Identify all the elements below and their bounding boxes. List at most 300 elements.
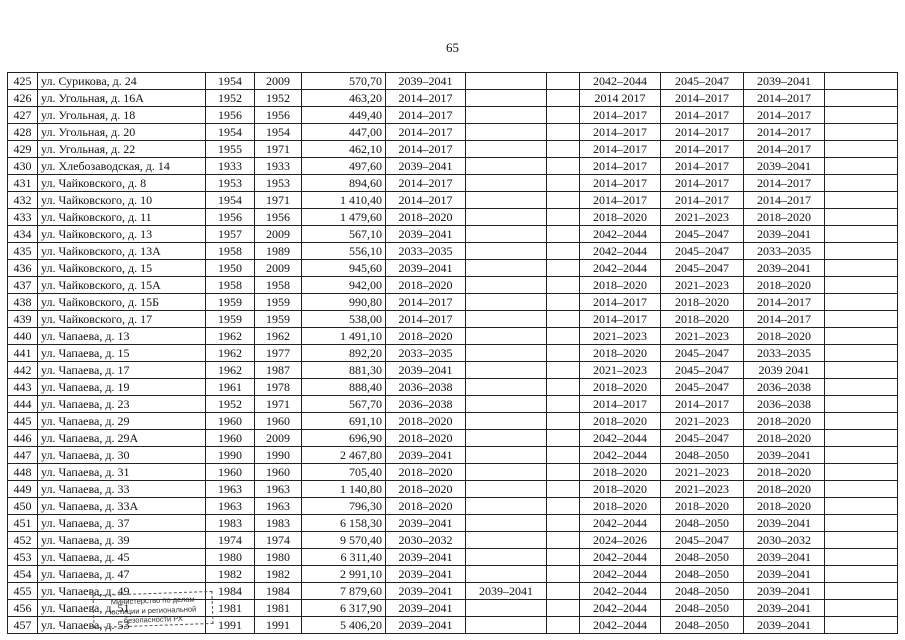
build-year-cell: 1959 (206, 311, 255, 328)
period-cell (466, 396, 547, 413)
empty-cell (825, 124, 898, 141)
period-cell: 2014–2017 (580, 158, 661, 175)
build-year-cell: 1980 (206, 549, 255, 566)
period-cell (466, 566, 547, 583)
period-cell (466, 413, 547, 430)
empty-cell (547, 430, 580, 447)
table-row (8, 124, 898, 141)
build-year-cell: 1982 (206, 566, 255, 583)
period-cell: 2018–2020 (661, 311, 744, 328)
row-number: 443 (8, 379, 38, 396)
table-row (8, 192, 898, 209)
area-cell: 696,90 (302, 430, 386, 447)
period-cell: 2039–2041 (386, 362, 466, 379)
empty-cell (547, 498, 580, 515)
overhaul-year-cell: 1977 (255, 345, 302, 362)
build-year-cell: 1958 (206, 243, 255, 260)
empty-cell (547, 345, 580, 362)
period-cell: 2018–2020 (386, 498, 466, 515)
address-cell: ул. Чапаева, д. 13 (38, 328, 206, 345)
empty-cell (825, 209, 898, 226)
table-row (8, 396, 898, 413)
overhaul-year-cell: 1963 (255, 481, 302, 498)
period-cell: 2018–2020 (744, 209, 825, 226)
period-cell: 2021–2023 (661, 413, 744, 430)
build-year-cell: 1963 (206, 481, 255, 498)
address-cell: ул. Угольная, д. 20 (38, 124, 206, 141)
address-cell: ул. Чайковского, д. 10 (38, 192, 206, 209)
period-cell (466, 362, 547, 379)
period-cell: 2014–2017 (744, 141, 825, 158)
period-cell (466, 277, 547, 294)
overhaul-year-cell: 1960 (255, 464, 302, 481)
empty-cell (825, 328, 898, 345)
table-row (8, 260, 898, 277)
period-cell: 2039–2041 (744, 226, 825, 243)
table-row (8, 328, 898, 345)
period-cell: 2018–2020 (386, 464, 466, 481)
page-number: 65 (446, 40, 459, 55)
row-number: 441 (8, 345, 38, 362)
row-number: 449 (8, 481, 38, 498)
period-cell: 2014–2017 (744, 90, 825, 107)
period-cell: 2045–2047 (661, 532, 744, 549)
build-year-cell: 1962 (206, 362, 255, 379)
period-cell: 2039–2041 (386, 515, 466, 532)
empty-cell (547, 583, 580, 600)
row-number: 455 (8, 583, 38, 600)
empty-cell (825, 532, 898, 549)
period-cell: 2014–2017 (386, 294, 466, 311)
area-cell: 705,40 (302, 464, 386, 481)
period-cell: 2045–2047 (661, 362, 744, 379)
table-row (8, 73, 898, 90)
empty-cell (547, 141, 580, 158)
period-cell: 2014–2017 (386, 311, 466, 328)
address-cell: ул. Чапаева, д. 49 (38, 583, 206, 600)
area-cell: 5 406,20 (302, 617, 386, 634)
empty-cell (825, 617, 898, 634)
period-cell (466, 345, 547, 362)
stamp-line: юстиции и региональной (109, 603, 197, 617)
empty-cell (547, 379, 580, 396)
stamp-line: безопасности РХ (123, 613, 184, 626)
empty-cell (547, 107, 580, 124)
build-year-cell: 1954 (206, 73, 255, 90)
empty-cell (547, 243, 580, 260)
empty-cell (547, 175, 580, 192)
period-cell: 2014–2017 (661, 107, 744, 124)
overhaul-year-cell: 1954 (255, 124, 302, 141)
table-row (8, 498, 898, 515)
period-cell (466, 124, 547, 141)
overhaul-year-cell: 1953 (255, 175, 302, 192)
period-cell: 2048–2050 (661, 583, 744, 600)
period-cell: 2042–2044 (580, 600, 661, 617)
period-cell: 2039–2041 (386, 158, 466, 175)
overhaul-year-cell: 2009 (255, 226, 302, 243)
period-cell: 2014–2017 (386, 141, 466, 158)
period-cell: 2039–2041 (386, 600, 466, 617)
period-cell: 2014–2017 (744, 175, 825, 192)
address-cell: ул. Чапаева, д. 37 (38, 515, 206, 532)
period-cell: 2014–2017 (580, 192, 661, 209)
period-cell: 2036–2038 (386, 379, 466, 396)
row-number: 451 (8, 515, 38, 532)
period-cell: 2018–2020 (744, 498, 825, 515)
address-cell: ул. Угольная, д. 18 (38, 107, 206, 124)
table-row (8, 481, 898, 498)
period-cell: 2039–2041 (744, 617, 825, 634)
area-cell: 497,60 (302, 158, 386, 175)
row-number: 457 (8, 617, 38, 634)
area-cell: 567,10 (302, 226, 386, 243)
address-cell: ул. Чапаева, д. 51 (38, 600, 206, 617)
address-cell: ул. Чапаева, д. 29А (38, 430, 206, 447)
period-cell: 2018–2020 (386, 481, 466, 498)
period-cell: 2045–2047 (661, 345, 744, 362)
period-cell: 2014 2017 (580, 90, 661, 107)
build-year-cell: 1950 (206, 260, 255, 277)
area-cell: 9 570,40 (302, 532, 386, 549)
empty-cell (825, 566, 898, 583)
period-cell (466, 226, 547, 243)
area-cell: 894,60 (302, 175, 386, 192)
build-year-cell: 1954 (206, 192, 255, 209)
build-year-cell: 1933 (206, 158, 255, 175)
empty-cell (547, 73, 580, 90)
build-year-cell: 1962 (206, 345, 255, 362)
period-cell: 2014–2017 (661, 158, 744, 175)
empty-cell (825, 362, 898, 379)
period-cell: 2018–2020 (744, 464, 825, 481)
period-cell: 2014–2017 (580, 311, 661, 328)
period-cell: 2045–2047 (661, 226, 744, 243)
area-cell: 1 479,60 (302, 209, 386, 226)
address-cell: ул. Сурикова, д. 24 (38, 73, 206, 90)
table-row (8, 413, 898, 430)
row-number: 444 (8, 396, 38, 413)
empty-cell (825, 515, 898, 532)
area-cell: 449,40 (302, 107, 386, 124)
period-cell: 2014–2017 (744, 294, 825, 311)
empty-cell (547, 600, 580, 617)
area-cell: 2 467,80 (302, 447, 386, 464)
row-number: 454 (8, 566, 38, 583)
period-cell (466, 158, 547, 175)
period-cell: 2021–2023 (661, 277, 744, 294)
period-cell: 2036–2038 (744, 396, 825, 413)
period-cell: 2018–2020 (580, 209, 661, 226)
period-cell (466, 430, 547, 447)
row-number: 435 (8, 243, 38, 260)
address-cell: ул. Угольная, д. 16А (38, 90, 206, 107)
address-cell: ул. Чапаева, д. 31 (38, 464, 206, 481)
period-cell (466, 175, 547, 192)
build-year-cell: 1957 (206, 226, 255, 243)
overhaul-year-cell: 1978 (255, 379, 302, 396)
empty-cell (547, 532, 580, 549)
row-number: 425 (8, 73, 38, 90)
period-cell: 2014–2017 (580, 124, 661, 141)
empty-cell (547, 294, 580, 311)
period-cell: 2039–2041 (386, 260, 466, 277)
period-cell: 2018–2020 (744, 413, 825, 430)
period-cell: 2039–2041 (386, 549, 466, 566)
overhaul-year-cell: 1989 (255, 243, 302, 260)
empty-cell (825, 141, 898, 158)
empty-cell (547, 158, 580, 175)
period-cell (466, 464, 547, 481)
address-cell: ул. Чапаева, д. 33 (38, 481, 206, 498)
row-number: 453 (8, 549, 38, 566)
empty-cell (547, 90, 580, 107)
overhaul-year-cell: 1984 (255, 583, 302, 600)
period-cell: 2021–2023 (580, 362, 661, 379)
period-cell: 2021–2023 (580, 328, 661, 345)
address-cell: ул. Чапаева, д. 30 (38, 447, 206, 464)
area-cell: 538,00 (302, 311, 386, 328)
table-row (8, 362, 898, 379)
overhaul-year-cell: 1959 (255, 311, 302, 328)
address-cell: ул. Чайковского, д. 15Б (38, 294, 206, 311)
area-cell: 1 491,10 (302, 328, 386, 345)
empty-cell (825, 243, 898, 260)
period-cell: 2033–2035 (744, 345, 825, 362)
period-cell: 2033–2035 (386, 345, 466, 362)
table-row (8, 294, 898, 311)
period-cell: 2039 2041 (744, 362, 825, 379)
empty-cell (825, 583, 898, 600)
period-cell (466, 294, 547, 311)
period-cell: 2048–2050 (661, 617, 744, 634)
overhaul-year-cell: 2009 (255, 73, 302, 90)
area-cell: 447,00 (302, 124, 386, 141)
table-row (8, 532, 898, 549)
overhaul-year-cell: 1960 (255, 413, 302, 430)
table-row (8, 566, 898, 583)
period-cell: 2048–2050 (661, 447, 744, 464)
table-row (8, 209, 898, 226)
table-row (8, 175, 898, 192)
row-number: 433 (8, 209, 38, 226)
build-year-cell: 1956 (206, 107, 255, 124)
period-cell: 2045–2047 (661, 379, 744, 396)
period-cell: 2018–2020 (386, 209, 466, 226)
overhaul-year-cell: 1956 (255, 209, 302, 226)
build-year-cell: 1963 (206, 498, 255, 515)
area-cell: 6 317,90 (302, 600, 386, 617)
ministry-stamp (92, 591, 213, 628)
area-cell: 462,10 (302, 141, 386, 158)
period-cell: 2042–2044 (580, 243, 661, 260)
period-cell (466, 260, 547, 277)
period-cell: 2014–2017 (661, 175, 744, 192)
stamp-line: Министерство по делам (110, 594, 195, 607)
period-cell: 2018–2020 (580, 379, 661, 396)
empty-cell (825, 345, 898, 362)
period-cell: 2030–2032 (744, 532, 825, 549)
period-cell: 2039–2041 (744, 549, 825, 566)
address-cell: ул. Чапаева, д. 53 (38, 617, 206, 634)
period-cell: 2042–2044 (580, 515, 661, 532)
empty-cell (547, 277, 580, 294)
overhaul-year-cell: 1952 (255, 90, 302, 107)
period-cell: 2048–2050 (661, 515, 744, 532)
row-number: 439 (8, 311, 38, 328)
empty-cell (825, 481, 898, 498)
period-cell: 2014–2017 (386, 90, 466, 107)
row-number: 440 (8, 328, 38, 345)
row-number: 437 (8, 277, 38, 294)
period-cell: 2042–2044 (580, 583, 661, 600)
period-cell: 2021–2023 (661, 481, 744, 498)
address-cell: ул. Чапаева, д. 39 (38, 532, 206, 549)
period-cell: 2018–2020 (386, 413, 466, 430)
period-cell: 2030–2032 (386, 532, 466, 549)
period-cell: 2039–2041 (744, 566, 825, 583)
build-year-cell: 1962 (206, 328, 255, 345)
address-cell: ул. Чайковского, д. 13А (38, 243, 206, 260)
area-cell: 556,10 (302, 243, 386, 260)
period-cell: 2018–2020 (661, 498, 744, 515)
build-year-cell: 1958 (206, 277, 255, 294)
overhaul-year-cell: 1956 (255, 107, 302, 124)
empty-cell (825, 430, 898, 447)
period-cell (466, 90, 547, 107)
row-number: 448 (8, 464, 38, 481)
empty-cell (825, 158, 898, 175)
address-cell: ул. Чапаева, д. 47 (38, 566, 206, 583)
empty-cell (825, 260, 898, 277)
table-row (8, 311, 898, 328)
housing-table (7, 72, 898, 634)
table-row (8, 447, 898, 464)
period-cell: 2014–2017 (661, 396, 744, 413)
build-year-cell: 1960 (206, 413, 255, 430)
area-cell: 6 311,40 (302, 549, 386, 566)
empty-cell (547, 481, 580, 498)
overhaul-year-cell: 1933 (255, 158, 302, 175)
area-cell: 6 158,30 (302, 515, 386, 532)
address-cell: ул. Чайковского, д. 15 (38, 260, 206, 277)
table-row (8, 345, 898, 362)
area-cell: 945,60 (302, 260, 386, 277)
empty-cell (547, 464, 580, 481)
period-cell (466, 328, 547, 345)
row-number: 452 (8, 532, 38, 549)
period-cell (466, 379, 547, 396)
build-year-cell: 1990 (206, 447, 255, 464)
row-number: 428 (8, 124, 38, 141)
table-row (8, 277, 898, 294)
period-cell (466, 243, 547, 260)
period-cell (466, 600, 547, 617)
period-cell (466, 515, 547, 532)
address-cell: ул. Чайковского, д. 15А (38, 277, 206, 294)
period-cell: 2014–2017 (661, 90, 744, 107)
address-cell: ул. Чапаева, д. 19 (38, 379, 206, 396)
period-cell: 2048–2050 (661, 549, 744, 566)
empty-cell (547, 209, 580, 226)
build-year-cell: 1959 (206, 294, 255, 311)
period-cell: 2036–2038 (744, 379, 825, 396)
period-cell: 2018–2020 (580, 481, 661, 498)
area-cell: 892,20 (302, 345, 386, 362)
table-row (8, 107, 898, 124)
address-cell: ул. Угольная, д. 22 (38, 141, 206, 158)
period-cell: 2039–2041 (744, 158, 825, 175)
overhaul-year-cell: 1987 (255, 362, 302, 379)
period-cell: 2014–2017 (661, 124, 744, 141)
build-year-cell: 1953 (206, 175, 255, 192)
row-number: 456 (8, 600, 38, 617)
empty-cell (825, 464, 898, 481)
period-cell: 2042–2044 (580, 566, 661, 583)
empty-cell (547, 396, 580, 413)
period-cell: 2021–2023 (661, 209, 744, 226)
period-cell: 2045–2047 (661, 430, 744, 447)
period-cell: 2039–2041 (744, 515, 825, 532)
area-cell: 990,80 (302, 294, 386, 311)
empty-cell (547, 617, 580, 634)
empty-cell (825, 379, 898, 396)
period-cell: 2042–2044 (580, 226, 661, 243)
empty-cell (547, 515, 580, 532)
period-cell: 2018–2020 (744, 481, 825, 498)
period-cell: 2048–2050 (661, 566, 744, 583)
empty-cell (825, 600, 898, 617)
empty-cell (547, 226, 580, 243)
period-cell (466, 209, 547, 226)
period-cell: 2014–2017 (386, 107, 466, 124)
period-cell (466, 311, 547, 328)
period-cell: 2039–2041 (744, 73, 825, 90)
period-cell: 2014–2017 (744, 124, 825, 141)
row-number: 429 (8, 141, 38, 158)
empty-cell (547, 311, 580, 328)
empty-cell (825, 447, 898, 464)
address-cell: ул. Чапаева, д. 15 (38, 345, 206, 362)
area-cell: 942,00 (302, 277, 386, 294)
address-cell: ул. Чапаева, д. 23 (38, 396, 206, 413)
table-row (8, 464, 898, 481)
empty-cell (825, 294, 898, 311)
overhaul-year-cell: 1971 (255, 396, 302, 413)
build-year-cell: 1974 (206, 532, 255, 549)
period-cell: 2018–2020 (580, 413, 661, 430)
empty-cell (825, 73, 898, 90)
period-cell: 2014–2017 (580, 141, 661, 158)
overhaul-year-cell: 1971 (255, 141, 302, 158)
build-year-cell: 1960 (206, 464, 255, 481)
period-cell (466, 549, 547, 566)
period-cell: 2039–2041 (386, 566, 466, 583)
overhaul-year-cell: 2009 (255, 430, 302, 447)
period-cell: 2039–2041 (744, 583, 825, 600)
empty-cell (825, 498, 898, 515)
address-cell: ул. Чапаева, д. 29 (38, 413, 206, 430)
area-cell: 463,20 (302, 90, 386, 107)
table-row (8, 515, 898, 532)
address-cell: ул. Чайковского, д. 11 (38, 209, 206, 226)
period-cell: 2039–2041 (386, 583, 466, 600)
period-cell: 2018–2020 (744, 328, 825, 345)
area-cell: 567,70 (302, 396, 386, 413)
address-cell: ул. Чайковского, д. 13 (38, 226, 206, 243)
period-cell (466, 141, 547, 158)
period-cell: 2014–2017 (580, 175, 661, 192)
